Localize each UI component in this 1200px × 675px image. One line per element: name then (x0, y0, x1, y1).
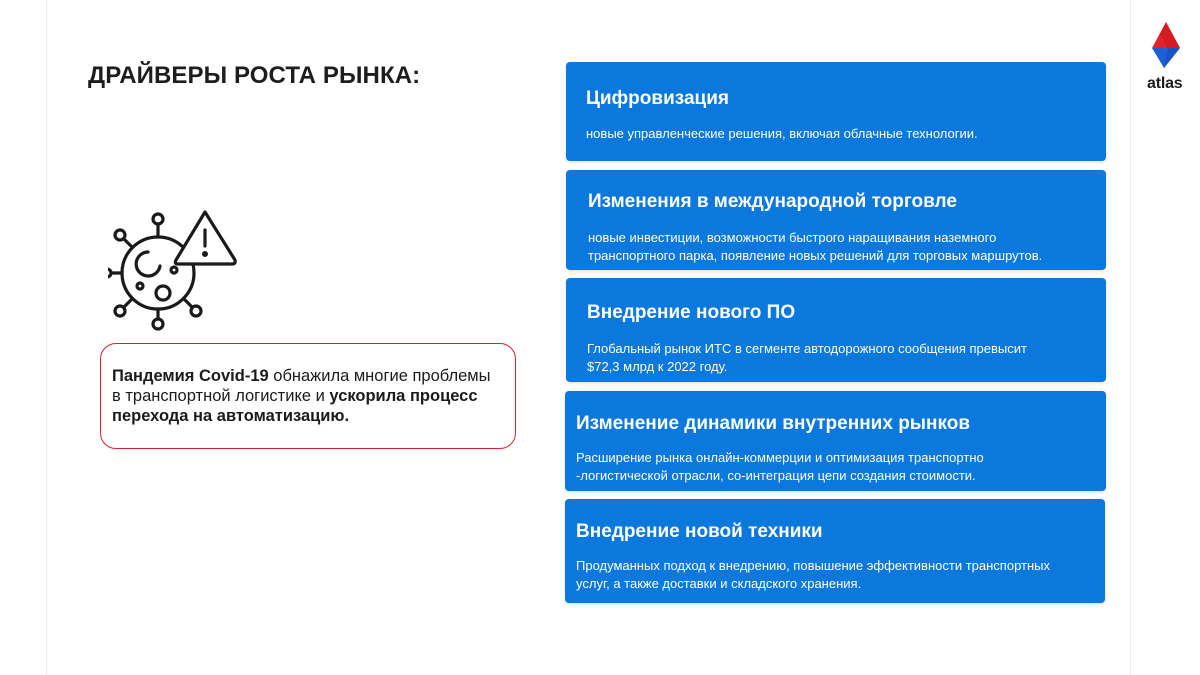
card-description: новые управленческие решения, включая облачные технологии. (586, 126, 978, 141)
atlas-logo-mark (1150, 20, 1182, 70)
card-title: Внедрение новой техники (576, 521, 823, 542)
card-title: Изменения в международной торговле (588, 191, 957, 212)
left-margin-line (46, 0, 47, 675)
atlas-logo (1144, 20, 1188, 92)
driver-card-new-equipment (565, 499, 1105, 603)
note-bold-1: Пандемия Covid-19 (112, 367, 269, 385)
note-bold-2: ускорила процесс перехода на автоматизацию. (112, 387, 478, 425)
atlas-logo-text: atlas (1147, 75, 1183, 92)
card-description: Продуманных подход к внедрению, повышение эффективности транспортных услуг, а также доставки и складского хранения. (576, 558, 1050, 591)
card-title: Цифровизация (586, 88, 729, 109)
driver-card-international-trade (566, 170, 1106, 270)
card-title: Изменение динамики внутренних рынков (576, 413, 971, 434)
driver-card-new-software (566, 278, 1106, 382)
virus-warning-icon (108, 200, 240, 332)
slide-title: ДРАЙВЕРЫ РОСТА РЫНКА: (88, 62, 421, 89)
pandemic-note (100, 343, 516, 449)
card-description: новые инвестиции, возможности быстрого наращивания наземного транспортного парка, появление новых решений для торговых маршрутов. (588, 230, 1043, 263)
note-text: обнажила многие проблемы в транспортной логистике и (112, 367, 491, 405)
driver-card-domestic-markets (565, 391, 1106, 491)
card-description: Расширение рынка онлайн-коммерции и оптимизация транспортно -логистической отрасли, со-интеграция цепи создания стоимости. (576, 450, 984, 483)
card-description: Глобальный рынок ИТС в сегменте автодорожного сообщения превысит $72,3 млрд к 2022 году. (587, 341, 1027, 374)
card-title: Внедрение нового ПО (587, 302, 796, 323)
right-margin-line (1130, 0, 1131, 675)
driver-card-digitalization (566, 62, 1106, 161)
